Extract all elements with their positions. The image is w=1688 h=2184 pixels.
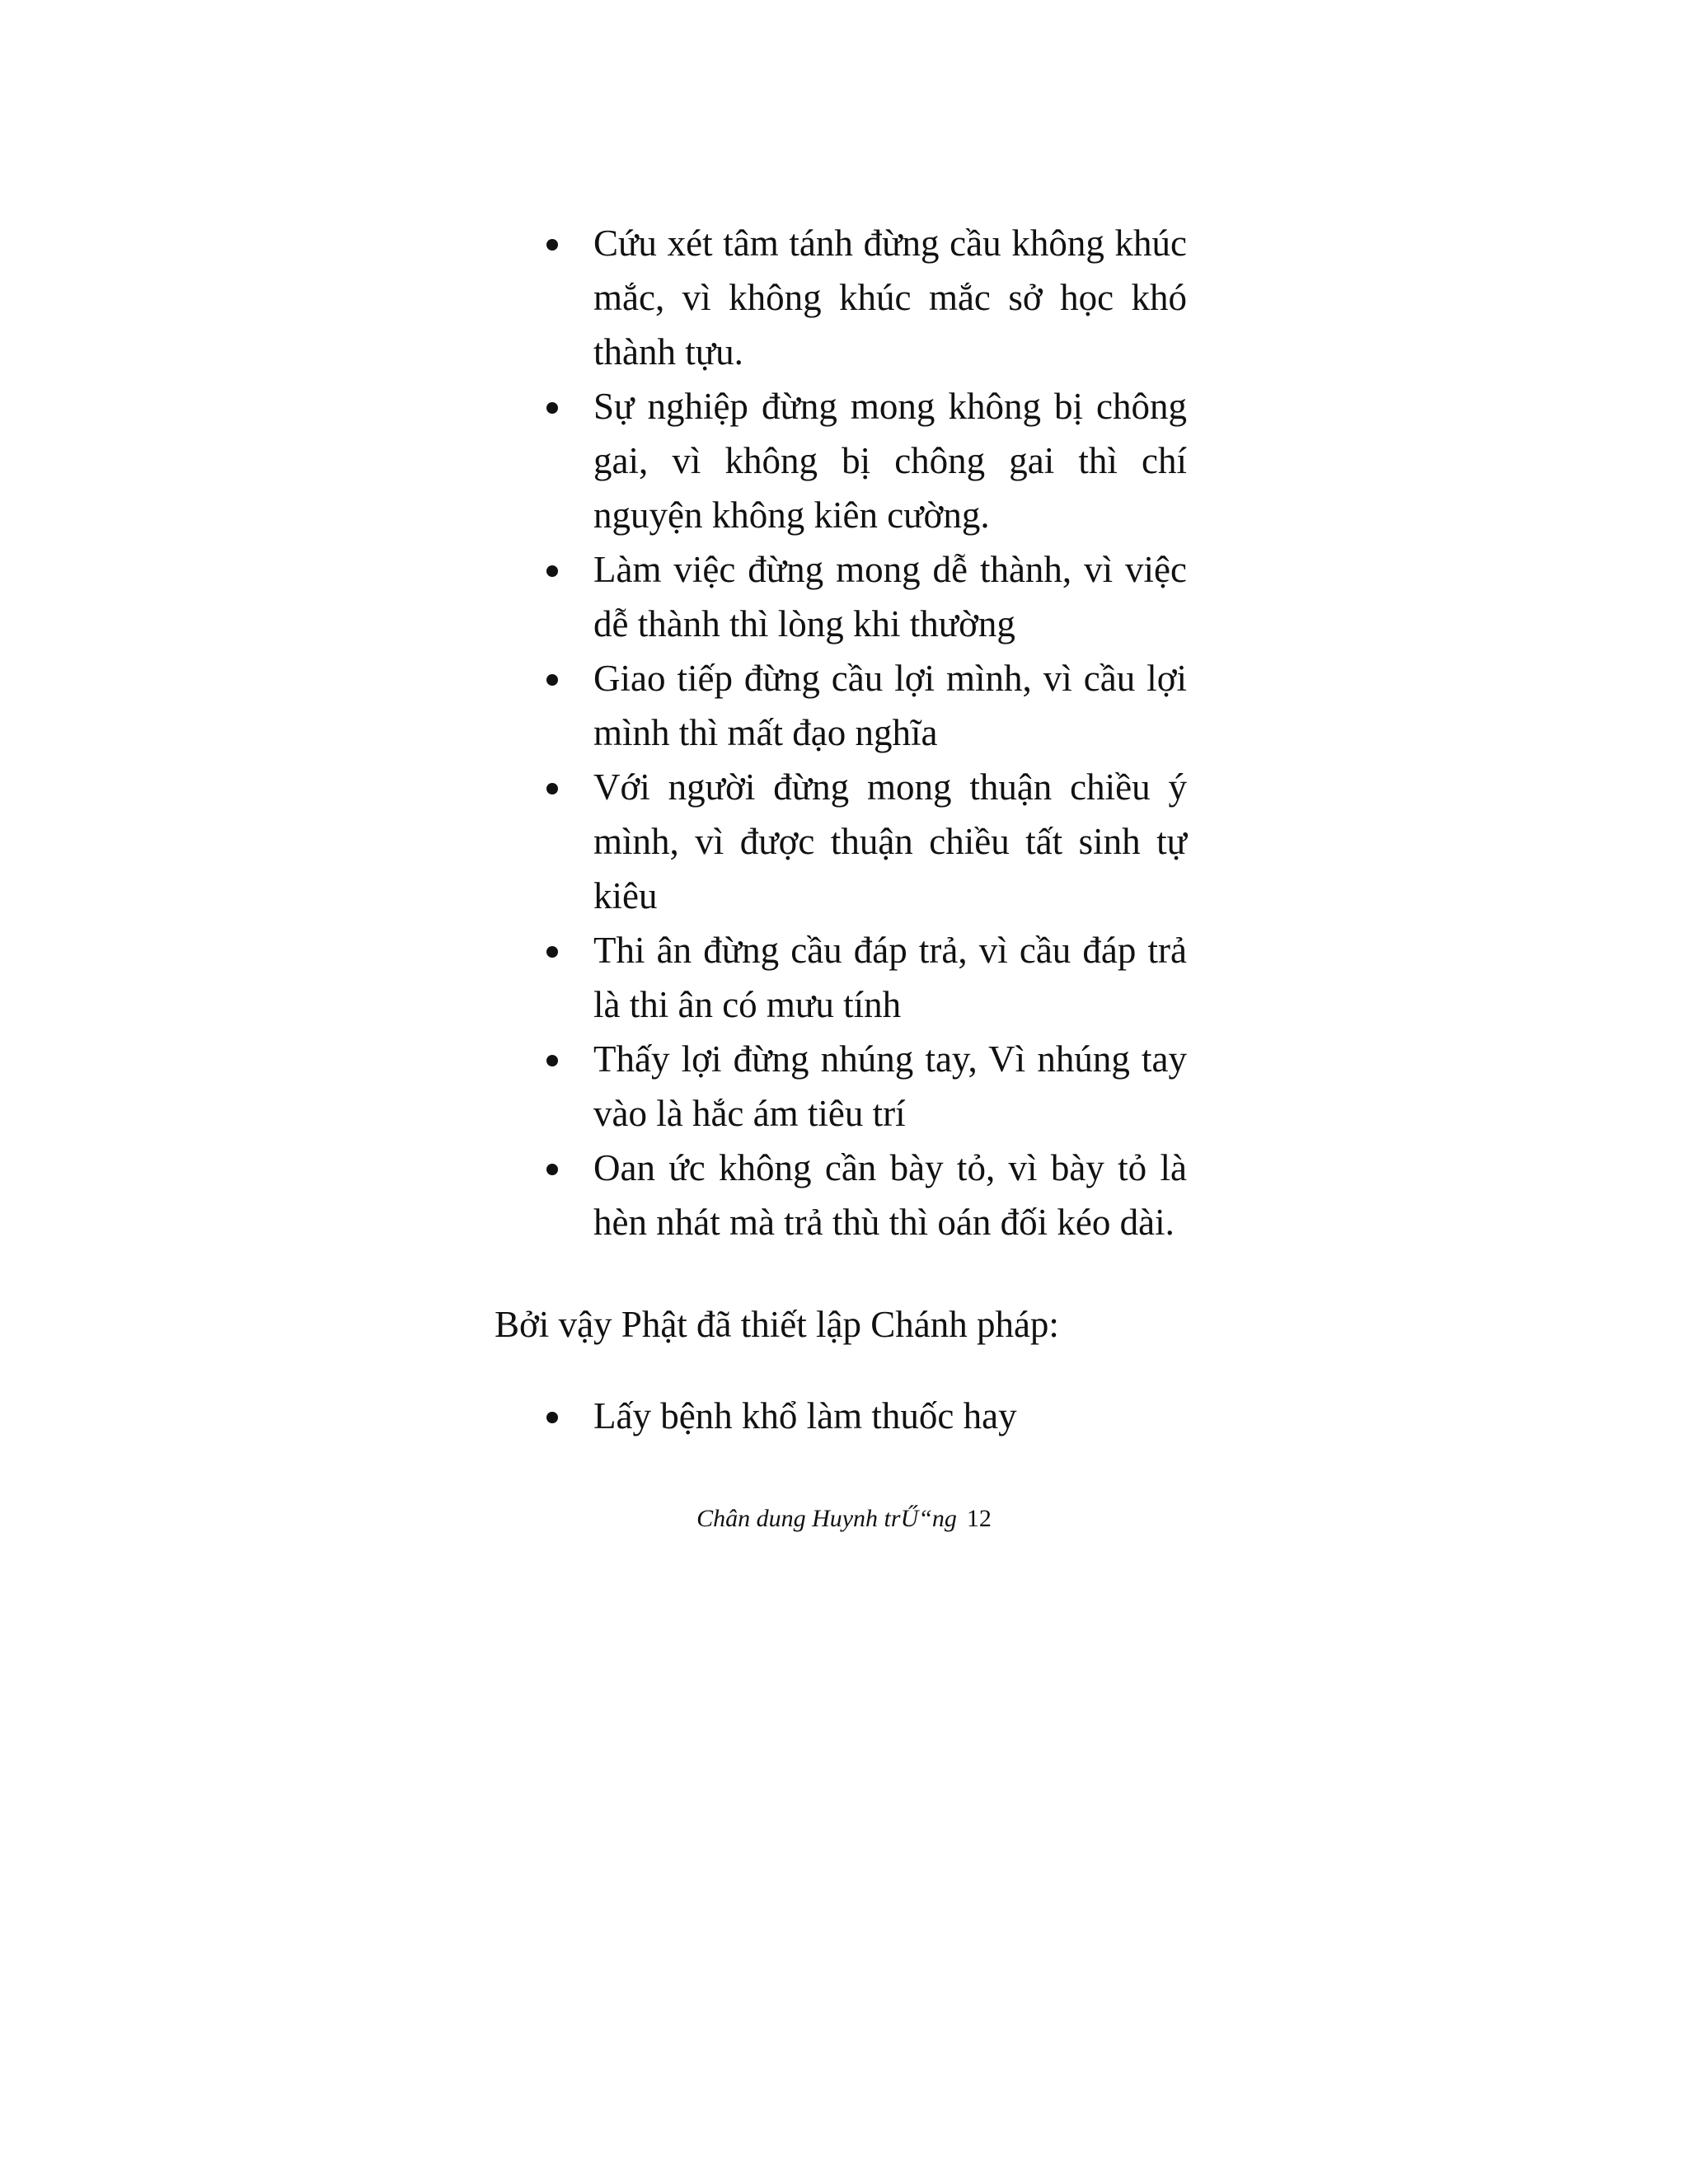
bullet-icon — [546, 402, 558, 414]
bullet-icon — [546, 1164, 558, 1175]
page-content — [495, 216, 1187, 1443]
footer-title: Chân dung Huynh trŰ“ng — [696, 1505, 957, 1532]
bullet-list-principles — [495, 216, 1187, 1249]
bullet-icon — [546, 946, 558, 958]
bullet-text: Sự nghiệp đừng mong không bị chông gai, vì không bị chông gai thì chí nguyện không kiên cường. — [593, 386, 1187, 536]
bullet-list-dharma — [495, 1389, 1187, 1443]
bullet-icon — [546, 674, 558, 686]
list-item — [495, 379, 1187, 542]
list-item — [495, 923, 1187, 1032]
intro-paragraph: Bởi vậy Phật đã thiết lập Chánh pháp: — [495, 1304, 1059, 1345]
bullet-text: Giao tiếp đừng cầu lợi mình, vì cầu lợi mình thì mất đạo nghĩa — [593, 658, 1187, 753]
list-item — [495, 216, 1187, 379]
bullet-icon — [546, 565, 558, 577]
page-number: 12 — [966, 1505, 992, 1532]
list-item — [495, 760, 1187, 923]
bullet-icon — [546, 1055, 558, 1066]
page-footer — [0, 1502, 1688, 1535]
list-item — [495, 542, 1187, 651]
bullet-text: Oan ức không cần bày tỏ, vì bày tỏ là hèn nhát mà trả thù thì oán đối kéo dài. — [593, 1147, 1187, 1243]
list-item — [495, 1141, 1187, 1249]
list-item — [495, 1032, 1187, 1141]
bullet-text: Thấy lợi đừng nhúng tay, Vì nhúng tay vào là hắc ám tiêu trí — [593, 1038, 1187, 1134]
bullet-text: Cứu xét tâm tánh đừng cầu không khúc mắc, vì không khúc mắc sở học khó thành tựu. — [593, 223, 1187, 373]
bullet-text: Với người đừng mong thuận chiều ý mình, vì được thuận chiều tất sinh tự kiêu — [593, 766, 1187, 916]
bullet-icon — [546, 1412, 558, 1423]
list-item — [495, 651, 1187, 760]
bullet-text: Làm việc đừng mong dễ thành, vì việc dễ thành thì lòng khi thường — [593, 549, 1187, 644]
bullet-text: Lấy bệnh khổ làm thuốc hay — [593, 1395, 1017, 1436]
bullet-icon — [546, 239, 558, 251]
bullet-icon — [546, 783, 558, 794]
bullet-text: Thi ân đừng cầu đáp trả, vì cầu đáp trả là thi ân có mưu tính — [593, 930, 1187, 1025]
list-item — [495, 1389, 1187, 1443]
